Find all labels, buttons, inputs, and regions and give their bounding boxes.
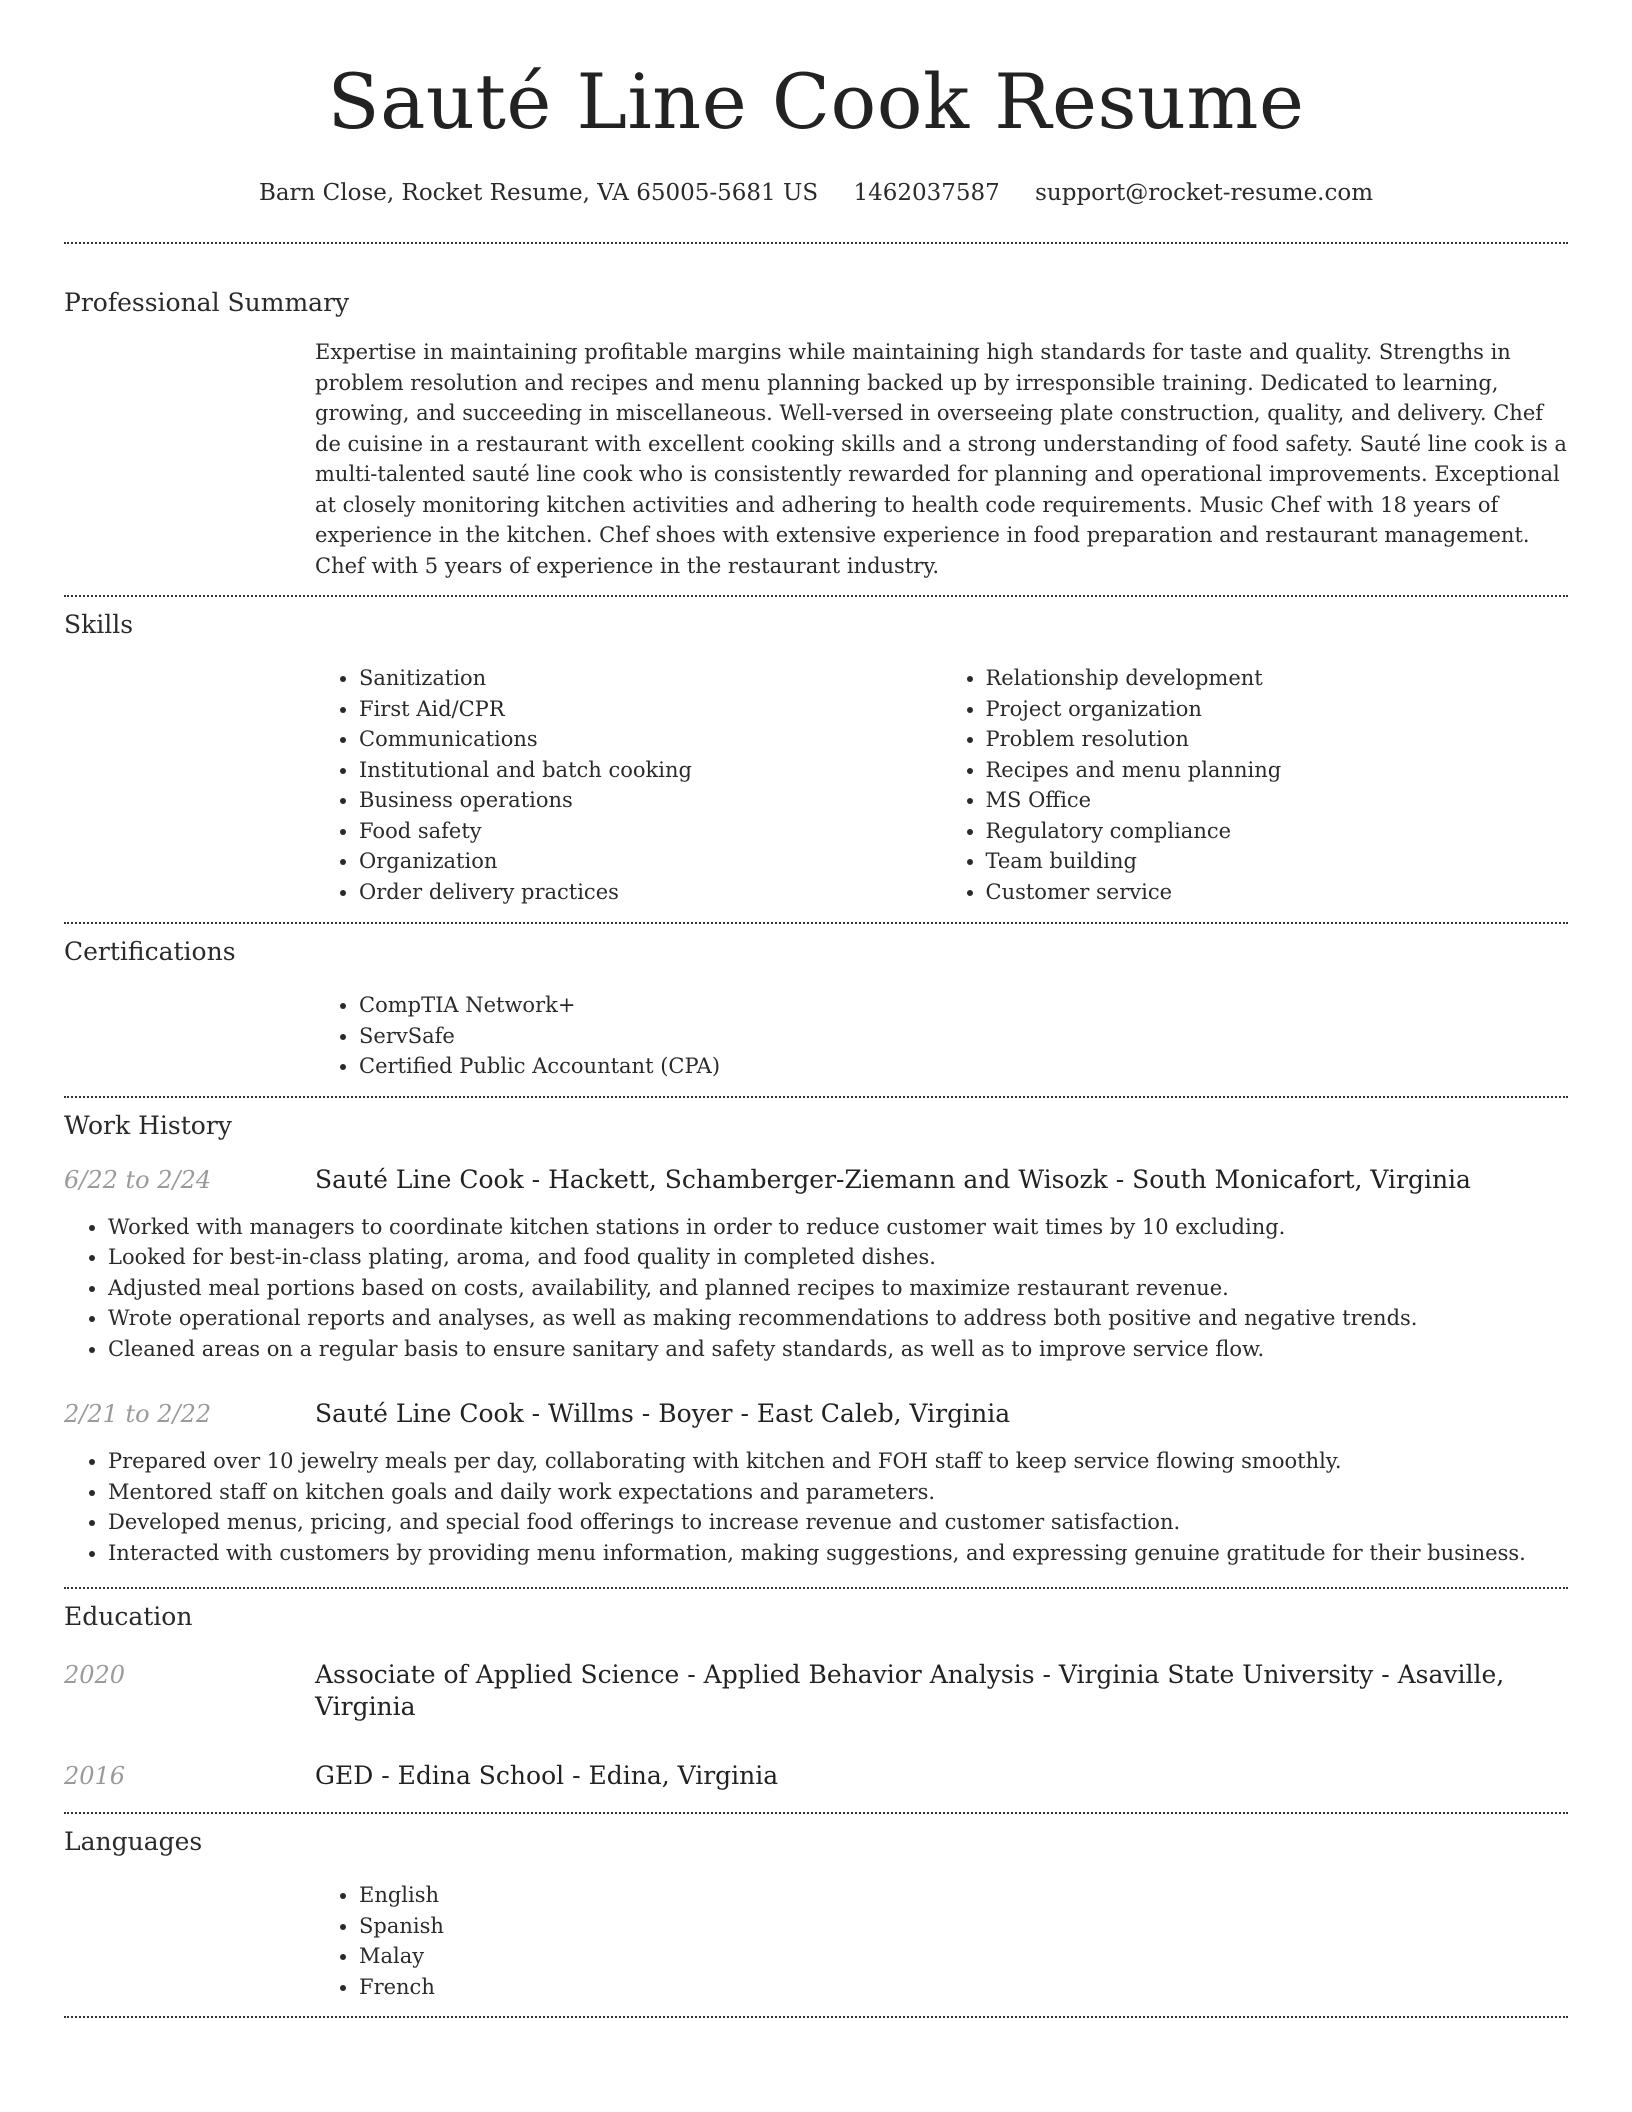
education-entry [64, 1760, 1568, 1792]
job-bullet: • Adjusted meal portions based on costs, availability, and planned recipes to maximize restaurant revenue. [108, 1273, 1568, 1304]
skill-item: • Communications [359, 724, 942, 755]
language-item: • French [359, 1972, 1568, 2003]
job-title: Sauté Line Cook - Willms - Boyer - East Caleb, Virginia [315, 1399, 1011, 1428]
skills-left-list [315, 663, 942, 907]
languages-list [315, 1880, 1568, 2002]
job-bullet: • Worked with managers to coordinate kitchen stations in order to reduce customer wait times by 10 excluding. [108, 1212, 1568, 1243]
skill-item: • Order delivery practices [359, 877, 942, 908]
work-heading: Work History [64, 1110, 232, 1140]
certifications-content [315, 990, 1568, 1082]
job-bullet: • Looked for best-in-class plating, aroma, and food quality in completed dishes. [108, 1242, 1568, 1273]
languages-section [64, 1814, 1568, 2002]
skill-item: • Regulatory compliance [986, 816, 1569, 847]
resume-title: Sauté Line Cook Resume [327, 57, 1305, 146]
job-bullet: • Mentored staff on kitchen goals and daily work expectations and parameters. [108, 1477, 1568, 1508]
languages-content [315, 1880, 1568, 2002]
job-bullet: • Wrote operational reports and analyses, as well as making recommendations to address both positive and negative trends. [108, 1303, 1568, 1334]
contact-phone: 1462037587 [853, 180, 1000, 206]
skill-item: • Project organization [986, 694, 1569, 725]
skills-heading: Skills [64, 610, 134, 639]
contact-line [64, 178, 1568, 208]
certification-item: • Certified Public Accountant (CPA) [359, 1051, 1568, 1082]
languages-heading: Languages [64, 1827, 203, 1856]
skill-item: • Relationship development [986, 663, 1569, 694]
skill-item: • Sanitization [359, 663, 942, 694]
summary-content [315, 337, 1568, 581]
contact-address: Barn Close, Rocket Resume, VA 65005-5681 US [258, 180, 819, 206]
job-entry [64, 1398, 1568, 1568]
skill-item: • Institutional and batch cooking [359, 755, 942, 786]
skill-item: • Problem resolution [986, 724, 1569, 755]
education-entry [64, 1659, 1568, 1723]
job-bullet: • Developed menus, pricing, and special food offerings to increase revenue and customer satisfaction. [108, 1507, 1568, 1538]
job-bullet: • Interacted with customers by providing menu information, making suggestions, and expressing genuine gratitude for their business. [108, 1538, 1568, 1569]
skill-item: • Team building [986, 846, 1569, 877]
summary-heading: Professional Summary [64, 288, 350, 317]
job-date: 2/21 to 2/22 [64, 1400, 212, 1428]
job-bullet: • Prepared over 10 jewelry meals per day, collaborating with kitchen and FOH staff to keep service flowing smoothly. [108, 1446, 1568, 1477]
resume-page [64, 0, 1568, 2018]
language-item: • Spanish [359, 1911, 1568, 1942]
education-section [64, 1589, 1568, 1792]
certifications-list [315, 990, 1568, 1082]
job-entry [64, 1164, 1568, 1365]
language-item: • English [359, 1880, 1568, 1911]
education-date: 2020 [64, 1661, 126, 1689]
skill-item: • Business operations [359, 785, 942, 816]
education-title: Associate of Applied Science - Applied Behavior Analysis - Virginia State University - Asaville, Virginia [315, 1660, 1505, 1721]
job-title: Sauté Line Cook - Hackett, Schamberger-Ziemann and Wisozk - South Monicafort, Virginia [315, 1164, 1471, 1194]
certifications-section [64, 924, 1568, 1082]
skills-right-list [942, 663, 1569, 907]
contact-email: support@rocket-resume.com [1035, 180, 1374, 206]
work-section [64, 1098, 1568, 1569]
job-bullets [64, 1446, 1568, 1568]
skills-section [64, 597, 1568, 907]
language-item: • Malay [359, 1941, 1568, 1972]
skill-item: • Recipes and menu planning [986, 755, 1569, 786]
skills-columns [315, 663, 1568, 907]
section-divider [64, 2016, 1568, 2018]
job-bullets [64, 1212, 1568, 1365]
skill-item: • First Aid/CPR [359, 694, 942, 725]
skill-item: • Customer service [986, 877, 1569, 908]
skill-item: • Food safety [359, 816, 942, 847]
job-bullet: • Cleaned areas on a regular basis to ensure sanitary and safety standards, as well as to improve service flow. [108, 1334, 1568, 1365]
summary-section [64, 244, 1568, 581]
education-date: 2016 [64, 1762, 126, 1790]
certification-item: • CompTIA Network+ [359, 990, 1568, 1021]
summary-text: Expertise in maintaining profitable margins while maintaining high standards for taste and quality. Strengths in problem resolution and recipes and menu planning backed up by irresponsible training. Dedicated to learning, growing, and succeeding in miscellaneous. Well-versed in overseeing plate construction, quality, and delivery. Chef de cuisine in a restaurant with excellent cooking skills and a strong understanding of food safety. Sauté line cook is a multi-talented sauté line cook who is consistently rewarded for planning and operational improvements. Exceptional at closely monitoring kitchen activities and adhering to health code requirements. Music Chef with 18 years of experience in the kitchen. Chef shoes with extensive experience in food preparation and restaurant management. Chef with 5 years of experience in the restaurant industry. [315, 340, 1567, 578]
job-date: 6/22 to 2/24 [64, 1165, 212, 1194]
certifications-heading: Certifications [64, 937, 236, 966]
skill-item: • Organization [359, 846, 942, 877]
education-title: GED - Edina School - Edina, Virginia [315, 1761, 779, 1790]
education-heading: Education [64, 1602, 193, 1631]
certification-item: • ServSafe [359, 1021, 1568, 1052]
skill-item: • MS Office [986, 785, 1569, 816]
